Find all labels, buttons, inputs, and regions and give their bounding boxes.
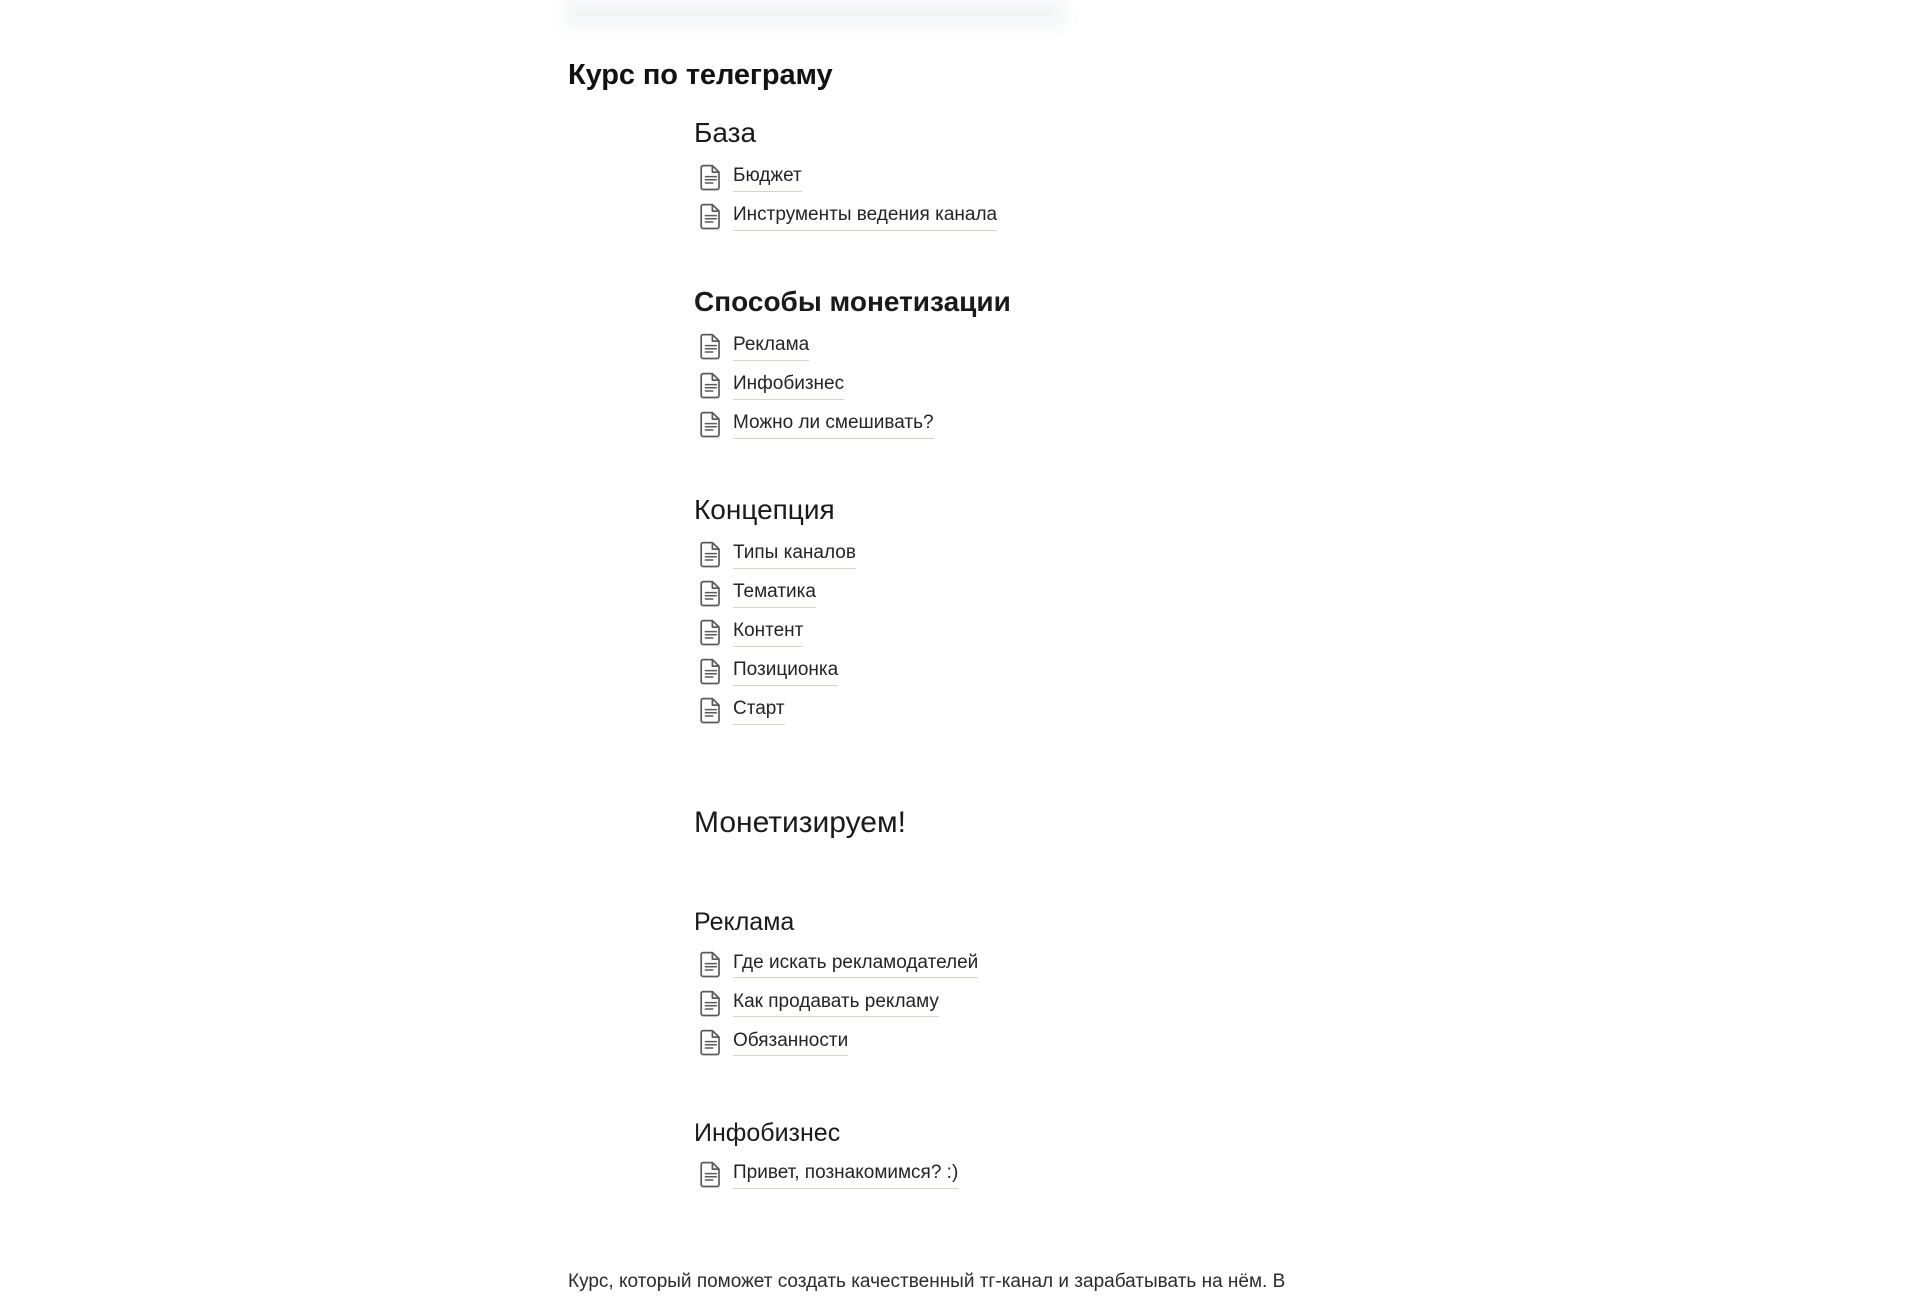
toc-link-label[interactable]: Инфобизнес (733, 371, 844, 400)
list-item[interactable] (568, 405, 1468, 444)
section-spacer (568, 1062, 1468, 1092)
toc-link-label[interactable]: Контент (733, 618, 803, 647)
document-icon (700, 333, 722, 359)
list-item[interactable] (568, 613, 1468, 652)
toc-link-label[interactable]: Позиционка (733, 657, 838, 686)
toc-section-heading: Концепция (694, 493, 835, 525)
toc-link-label[interactable]: Реклама (733, 332, 809, 361)
toc-link-label[interactable]: Где искать рекламодателей (733, 950, 978, 979)
toc-link-label[interactable]: Типы каналов (733, 540, 856, 569)
list-item[interactable] (568, 366, 1468, 405)
list-item[interactable] (568, 197, 1468, 236)
toc-link-label[interactable]: Тематика (733, 579, 816, 608)
document-content (568, 58, 1468, 1194)
list-item[interactable] (568, 945, 1468, 984)
toc-section (568, 1118, 1468, 1194)
toc-section (568, 492, 1468, 730)
toc-link-label[interactable]: Инструменты ведения канала (733, 202, 997, 231)
toc-link-label[interactable]: Бюджет (733, 163, 802, 192)
toc-link-label[interactable]: Привет, познакомимся? :) (733, 1160, 958, 1189)
toc-section (568, 804, 1468, 842)
toc-section (568, 115, 1468, 236)
document-icon (700, 619, 722, 645)
toc-link-label[interactable]: Обязанности (733, 1028, 848, 1057)
document-icon (700, 990, 722, 1016)
toc-link-list (568, 327, 1468, 444)
section-spacer (568, 851, 1468, 881)
table-of-contents (568, 115, 1468, 1194)
list-item[interactable] (568, 652, 1468, 691)
document-icon (700, 1161, 722, 1187)
toc-link-label[interactable]: Можно ли смешивать? (733, 410, 934, 439)
toc-section (568, 907, 1468, 1061)
list-item[interactable] (568, 691, 1468, 730)
toc-link-list (568, 1155, 1468, 1194)
toc-section-heading: База (694, 116, 757, 148)
list-item[interactable] (568, 535, 1468, 574)
toc-section-heading: Реклама (694, 908, 795, 937)
document-icon (700, 164, 722, 190)
document-icon (700, 411, 722, 437)
toc-link-list (568, 158, 1468, 236)
document-icon (700, 658, 722, 684)
list-item[interactable] (568, 158, 1468, 197)
toc-link-list (568, 535, 1468, 730)
section-spacer (568, 730, 1468, 760)
document-icon (700, 697, 722, 723)
tail-paragraph: Курс, который поможет создать качественный тг-канал и зарабатывать на нём. В (568, 1271, 1286, 1292)
toc-section-heading: Способы монетизации (694, 285, 1011, 317)
toc-link-list (568, 945, 1468, 1062)
list-item[interactable] (568, 1155, 1468, 1194)
section-spacer (568, 236, 1468, 284)
list-item[interactable] (568, 327, 1468, 366)
toc-link-label[interactable]: Как продавать рекламу (733, 989, 939, 1018)
document-icon (700, 541, 722, 567)
page-title: Курс по телеграму (568, 59, 833, 91)
list-item[interactable] (568, 574, 1468, 613)
document-icon (700, 580, 722, 606)
document-icon (700, 372, 722, 398)
toc-link-label[interactable]: Старт (733, 696, 785, 725)
blurred-top-bar (565, 0, 1065, 36)
toc-section (568, 284, 1468, 444)
document-icon (700, 1029, 722, 1055)
document-icon (700, 203, 722, 229)
toc-section-heading: Инфобизнес (694, 1118, 841, 1147)
section-spacer (568, 444, 1468, 492)
list-item[interactable] (568, 1023, 1468, 1062)
toc-section-heading: Монетизируем! (694, 805, 906, 839)
document-icon (700, 951, 722, 977)
list-item[interactable] (568, 984, 1468, 1023)
